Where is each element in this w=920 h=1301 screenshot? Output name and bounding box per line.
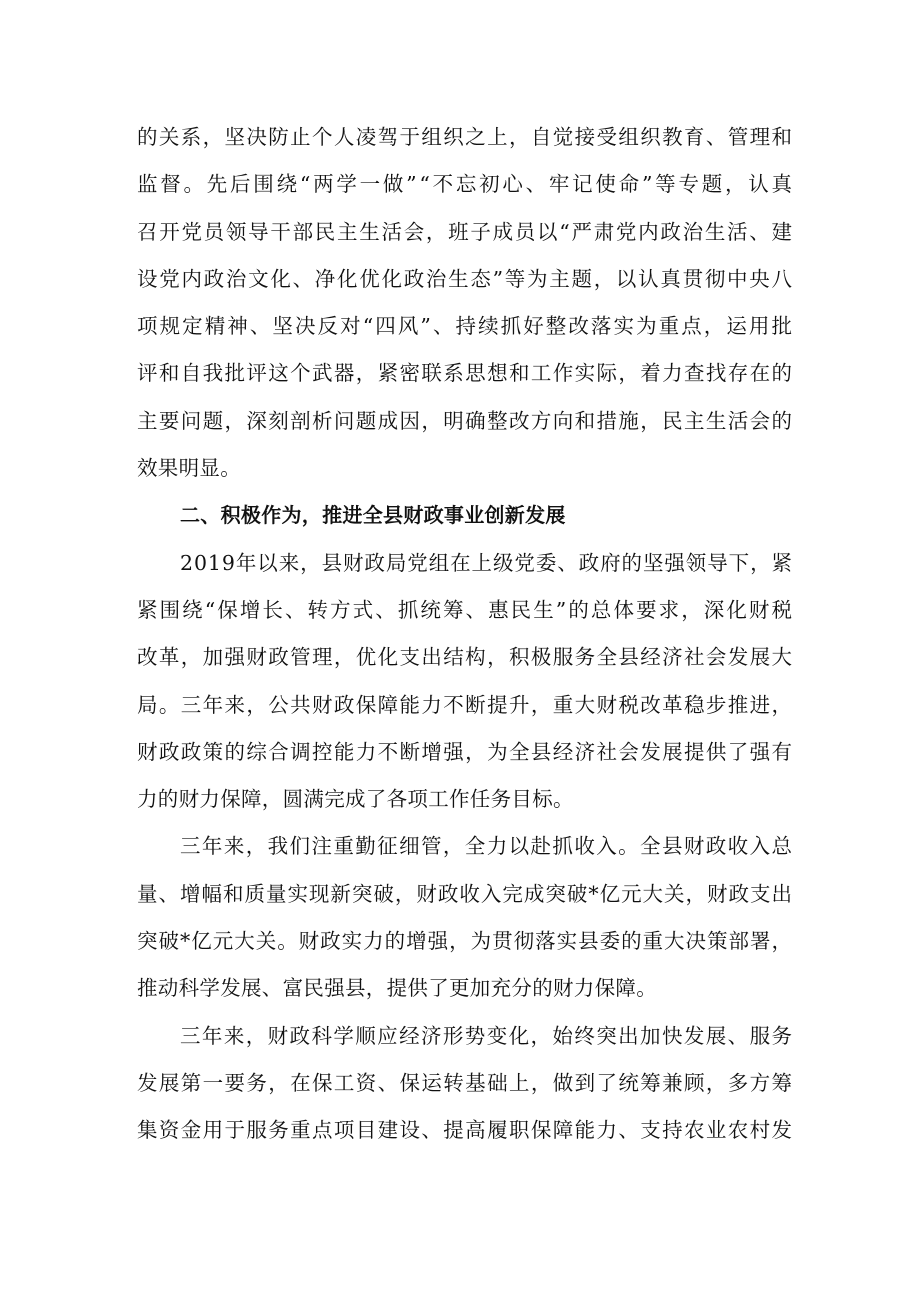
text-line: 三年来，我们注重勤征细管，全力以赴抓收入。全县财政收入总	[180, 834, 794, 859]
text-line: 召开党员领导干部民主生活会，班子成员以“严肃党内政治生活、建	[137, 219, 794, 244]
text-line: 局。三年来，公共财政保障能力不断提升，重大财税改革稳步推进，	[137, 692, 794, 717]
text-line: 的关系，坚决防止个人凌驾于组织之上，自觉接受组织教育、管理和	[137, 125, 794, 149]
text-line: 财政政策的综合调控能力不断增强，为全县经济社会发展提供了强有	[137, 739, 794, 764]
document-body	[137, 114, 795, 1155]
text-line: 集资金用于服务重点项目建设、提高履职保障能力、支持农业农村发	[137, 1118, 794, 1143]
text-line: 项规定精神、坚决反对“四风”、持续抓好整改落实为重点，运用批	[137, 314, 795, 339]
text-line: 突破*亿元大关。财政实力的增强，为贯彻落实县委的重大决策部署，	[137, 929, 793, 954]
text-line: 设党内政治文化、净化优化政治生态”等为主题，以认真贯彻中央八	[137, 266, 794, 291]
text-line: 发展第一要务，在保工资、保运转基础上，做到了统筹兼顾，多方筹	[137, 1070, 794, 1095]
text-line: 主要问题，深刻剖析问题成因，明确整改方向和措施，民主生活会的	[137, 408, 794, 433]
section-heading: 二、积极作为，推进全县财政事业创新发展	[180, 503, 566, 528]
text-line: 推动科学发展、富民强县，提供了更加充分的财力保障。	[137, 976, 657, 1001]
text-line: 力的财力保障，圆满完成了各项工作任务目标。	[137, 787, 574, 812]
text-line: 评和自我批评这个武器，紧密联系思想和工作实际，着力查找存在的	[137, 361, 794, 386]
text-line: 紧围绕“保增长、转方式、抓统筹、惠民生”的总体要求，深化财税	[137, 597, 795, 622]
text-line: 改革，加强财政管理，优化支出结构，积极服务全县经济社会发展大	[137, 645, 794, 670]
text-line: 效果明显。	[137, 456, 241, 481]
text-line: 2019年以来，县财政局党组在上级党委、政府的坚强领导下，紧	[180, 550, 793, 575]
text-line: 量、增幅和质量实现新突破，财政收入完成突破*亿元大关，财政支出	[137, 881, 793, 906]
text-line: 监督。先后围绕“两学一做”“不忘初心、牢记使命”等专题，认真	[137, 172, 795, 197]
text-line: 三年来，财政科学顺应经济形势变化，始终突出加快发展、服务	[180, 1023, 794, 1048]
